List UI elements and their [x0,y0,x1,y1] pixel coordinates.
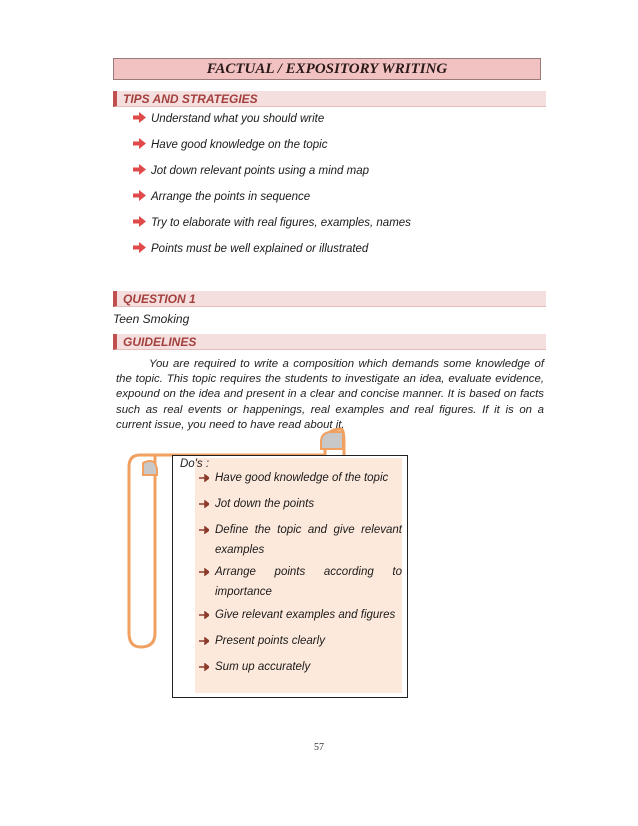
tip-item: Try to elaborate with real figures, examples, names [133,215,411,231]
arrow-right-icon [133,242,146,253]
arrow-bullet-icon [199,526,209,534]
arrow-bullet-icon [199,611,209,619]
dos-item: Present points clearly [199,631,402,651]
dos-item: Give relevant examples and figures [199,605,402,625]
arrow-bullet-icon [199,474,209,482]
tip-item: Have good knowledge on the topic [133,137,327,153]
tip-item: Jot down relevant points using a mind map [133,163,369,179]
guidelines-heading: GUIDELINES [123,335,197,349]
dos-item: Jot down the points [199,494,402,514]
question-topic: Teen Smoking [113,312,190,326]
dos-item: Define the topic and give relevant examples [199,520,402,560]
guidelines-paragraph: You are required to write a composition which demands some knowledge of the topic. This topic requires the students to investigate an idea, evaluate evidence, expound on the idea and present in a clear and concise manner. It is based on facts such as real events or happenings, real examples and real figures. If it is on a current issue, you need to have read about it. [116,358,544,431]
arrow-bullet-icon [199,500,209,508]
tip-item: Arrange the points in sequence [133,189,310,205]
arrow-right-icon [133,216,146,227]
question-heading: QUESTION 1 [123,292,196,306]
dos-label: Do's : [180,458,210,470]
page-title-box [113,58,541,80]
dos-item: Have good knowledge of the topic [199,468,402,488]
tip-item: Understand what you should write [133,111,324,127]
arrow-right-icon [133,164,146,175]
guidelines-heading-bar [113,334,546,350]
arrow-bullet-icon [199,568,209,576]
question-heading-bar [113,291,546,307]
page-title: FACTUAL / EXPOSITORY WRITING [206,61,448,77]
tips-heading-bar [113,91,546,107]
dos-item: Sum up accurately [199,657,402,677]
dos-item: Arrange points according to importance [199,562,402,602]
arrow-right-icon [133,112,146,123]
arrow-right-icon [133,138,146,149]
arrow-bullet-icon [199,663,209,671]
arrow-bullet-icon [199,637,209,645]
tips-heading: TIPS AND STRATEGIES [123,92,258,106]
arrow-right-icon [133,190,146,201]
page-number: 57 [314,742,324,753]
tip-item: Points must be well explained or illustrated [133,241,368,257]
